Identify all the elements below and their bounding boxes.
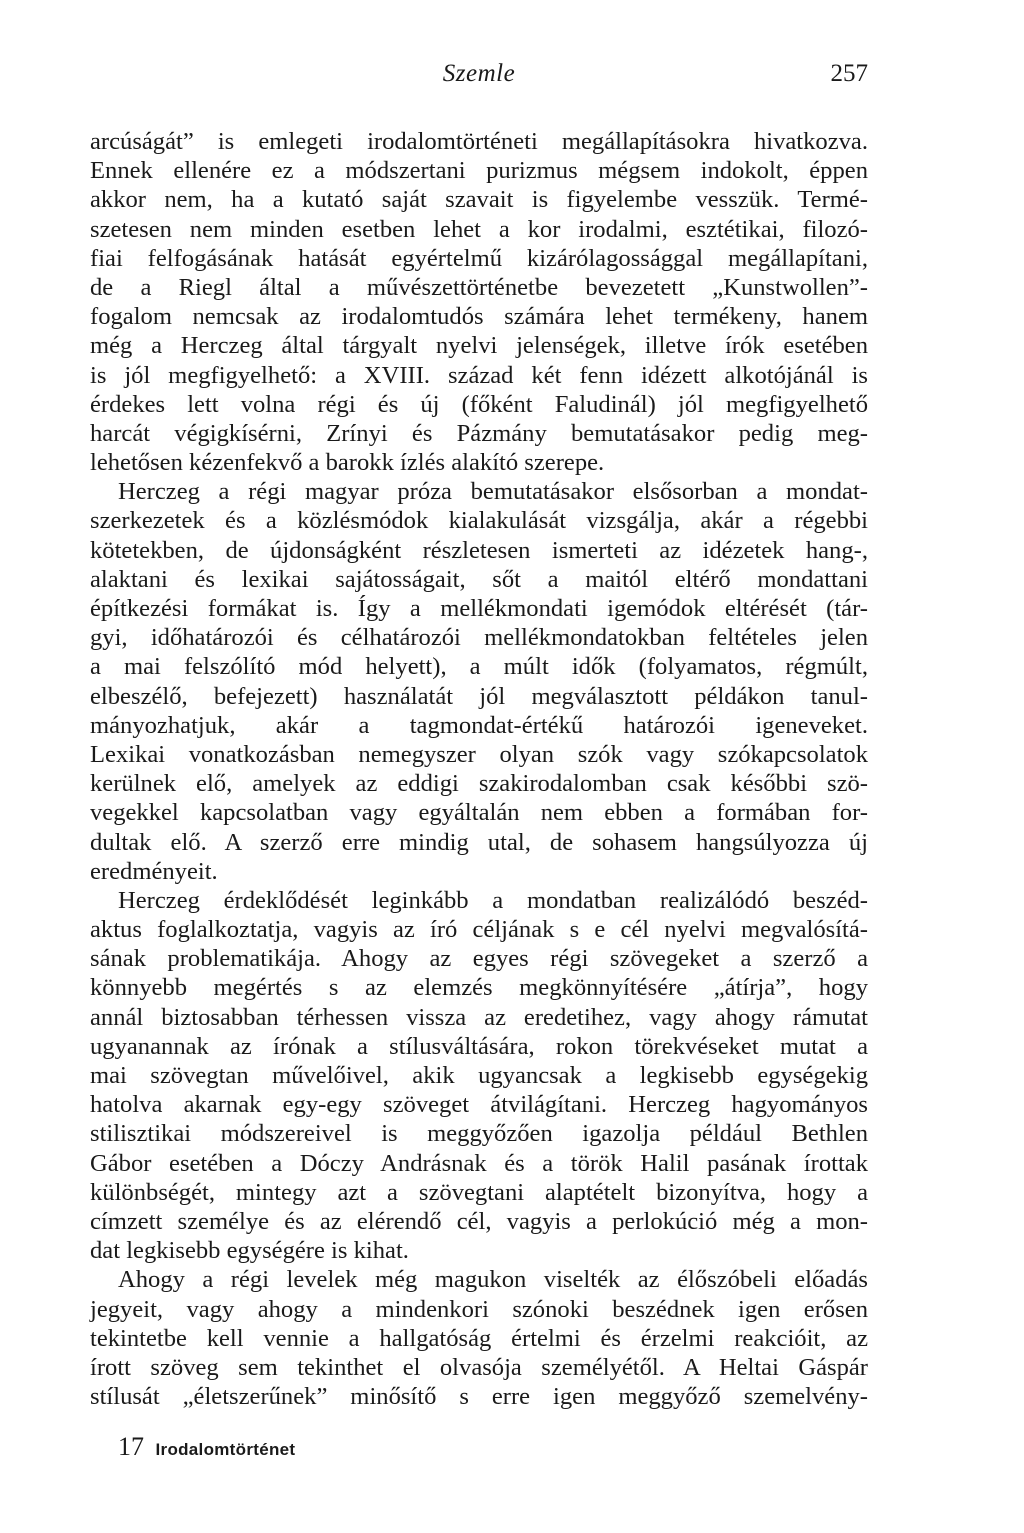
text-line: eredményeit.	[90, 857, 218, 885]
signature-mark	[118, 1432, 295, 1462]
text-line: szerkezetek és a közlésmódok kialakulását vizsgálja, akár a régebbi	[90, 507, 868, 535]
text-line: különbségét, mintegy azt a szövegtani alaptételt bizonyítva, hogy a	[90, 1178, 868, 1206]
text-line: aktus foglalkoztatja, vagyis az író céljának s e cél nyelvi megvalósítá-	[90, 916, 868, 944]
text-line: akkor nem, ha a kutató saját szavait is figyelembe vesszük. Termé-	[90, 186, 868, 214]
text-line: de a Riegl által a művészettörténetbe bevezetett „Kunstwollen”-	[90, 273, 868, 301]
text-line: írott szöveg sem tekinthet el olvasója személyétől. A Heltai Gáspár	[90, 1353, 868, 1381]
text-line: alaktani és lexikai sajátosságait, sőt a maitól eltérő mondattani	[90, 565, 868, 593]
page-number: 257	[830, 60, 868, 87]
text-line: tekintetbe kell vennie a hallgatóság értelmi és érzelmi reakcióit, az	[90, 1324, 868, 1352]
text-line: Lexikai vonatkozásban nemegyszer olyan szók vagy szókapcsolatok	[90, 740, 868, 768]
text-line: elbeszélő, befejezett) használatát jól megválasztott példákon tanul-	[90, 682, 868, 710]
text-line: címzett személye és az elérendő cél, vagyis a perlokúció még a mon-	[90, 1207, 868, 1235]
text-line: Ennek ellenére ez a módszertani purizmus mégsem indokolt, éppen	[90, 157, 868, 185]
text-line: harcát végigkísérni, Zrínyi és Pázmány bemutatásakor pedig meg-	[90, 419, 868, 447]
text-line: építkezési formákat is. Így a mellékmondati igemódok eltérését (tár-	[90, 595, 868, 622]
paragraph-first-line: Herczeg érdeklődését leginkább a mondatban realizálódó beszéd-	[118, 886, 868, 914]
signature-number: 17	[118, 1432, 144, 1461]
text-line: annál biztosabban térhessen vissza az eredetihez, vagy ahogy rámutat	[90, 1003, 868, 1031]
text-line: is jól megfigyelhető: a XVIII. század két fenn idézett alkotójánál is	[90, 361, 868, 389]
text-line: szetesen nem minden esetben lehet a kor irodalmi, esztétikai, filozó-	[90, 215, 868, 243]
running-title: Szemle	[442, 60, 516, 87]
text-line: a mai felszólító mód helyett), a múlt idők (folyamatos, régmúlt,	[90, 653, 868, 681]
paragraph-first-line: Ahogy a régi levelek még magukon viselték az élőszóbeli előadás	[118, 1266, 868, 1294]
text-line: jegyeit, vagy ahogy a mindenkori szónoki beszédnek igen erősen	[90, 1295, 868, 1323]
text-line: kerülnek elő, amelyek az eddigi szakirodalomban csak későbbi szö-	[90, 770, 868, 798]
text-line: sának problematikája. Ahogy az egyes régi szövegeket a szerző a	[90, 945, 868, 973]
text-line: stilisztikai módszereivel is meggyőzően igazolja például Bethlen	[90, 1120, 868, 1148]
text-line: vegekkel kapcsolatban vagy egyáltalán nem ebben a formában for-	[90, 799, 868, 827]
body-text	[90, 127, 868, 1411]
text-line: dultak elő. A szerző erre mindig utal, de sohasem hangsúlyozza új	[90, 828, 868, 856]
paragraph-first-line: Herczeg a régi magyar próza bemutatásakor elsősorban a mondat-	[118, 478, 868, 506]
text-line: fiai felfogásának hatását egyértelmű kizárólagossággal megállapítani,	[90, 244, 868, 272]
text-line: mányozhatjuk, akár a tagmondat-értékű határozói igeneveket.	[90, 711, 868, 739]
signature-title: Irodalomtörténet	[155, 1440, 296, 1459]
text-line: ugyanannak az írónak a stílusváltására, rokon törekvéseket mutat a	[90, 1032, 868, 1060]
text-line: arcúságát” is emlegeti irodalomtörténeti megállapításokra hivatkozva.	[90, 128, 868, 155]
text-line: dat legkisebb egységére is kihat.	[90, 1237, 409, 1265]
text-line: stílusát „életszerűnek” minősítő s erre igen meggyőző szemelvény-	[90, 1383, 868, 1411]
text-line: még a Herczeg által tárgyalt nyelvi jelenségek, illetve írók esetében	[90, 332, 868, 360]
text-line: könnyebb megértés s az elemzés megkönnyítésére „átírja”, hogy	[90, 974, 868, 1002]
running-head	[90, 60, 868, 92]
text-line: mai szövegtan művelőivel, akik ugyancsak a legkisebb egységekig	[90, 1062, 868, 1089]
text-line: Gábor esetében a Dóczy Andrásnak és a török Halil pasának írottak	[90, 1149, 868, 1177]
text-line: kötetekben, de újdonságként részletesen ismerteti az idézetek hang-,	[90, 536, 868, 564]
text-line: gyi, időhatározói és célhatározói mellékmondatokban feltételes jelen	[90, 624, 868, 652]
text-line: fogalom nemcsak az irodalomtudós számára lehet termékeny, hanem	[90, 303, 868, 331]
text-line: lehetősen kézenfekvő a barokk ízlés alakító szerepe.	[90, 449, 605, 477]
text-line: érdekes lett volna régi és új (főként Faludinál) jól megfigyelhető	[90, 390, 868, 418]
text-line: hatolva akarnak egy-egy szöveget átvilágítani. Herczeg hagyományos	[90, 1091, 868, 1119]
